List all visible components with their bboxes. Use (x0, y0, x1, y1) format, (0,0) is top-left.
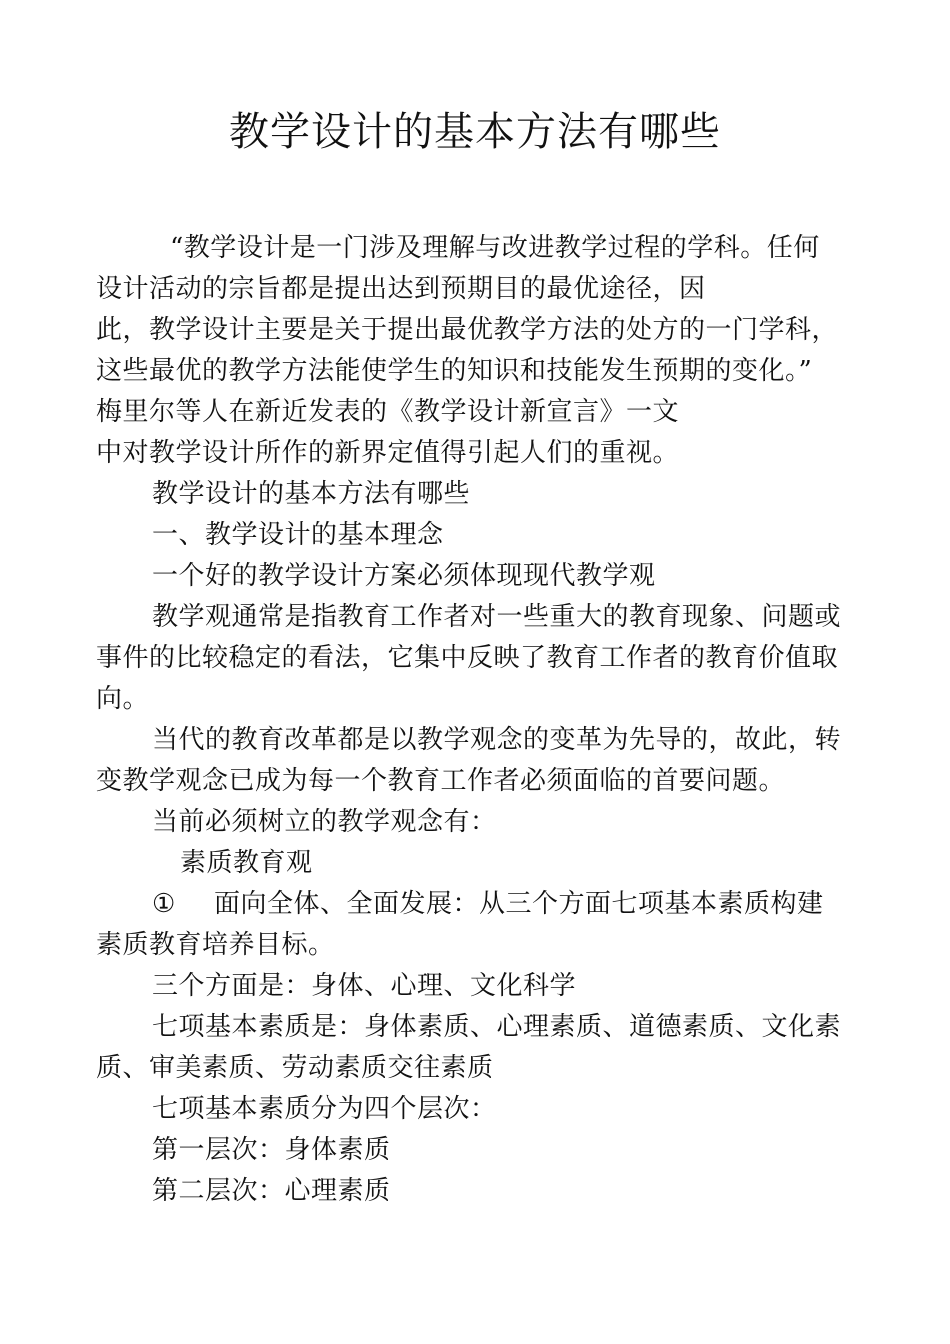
page-title: 教学设计的基本方法有哪些 (229, 109, 721, 155)
text-line: 设计活动的宗旨都是提出达到预期目的最优途径，因 (96, 274, 706, 304)
text-line: 此，教学设计主要是关于提出最优教学方法的处方的一门学科， (96, 315, 839, 345)
body-paragraph (96, 966, 866, 1007)
text-line: 变教学观念已成为每一个教育工作者必须面临的首要问题。 (96, 766, 786, 796)
body-paragraph (96, 556, 866, 597)
text-line: 一个好的教学设计方案必须体现现代教学观 (152, 561, 656, 591)
text-line: 素质教育观 (180, 848, 313, 878)
document-body (96, 228, 866, 1212)
body-paragraph (96, 1130, 866, 1171)
text-line: 中对教学设计所作的新界定值得引起人们的重视。 (96, 438, 680, 468)
text-line: 第一层次：身体素质 (152, 1135, 391, 1165)
text-line: 梅里尔等人在新近发表的《教学设计新宣言》一文 (96, 397, 680, 427)
text-line: 质、审美素质、劳动素质交往素质 (96, 1053, 494, 1083)
section-heading (96, 515, 866, 556)
text-line: 七项基本素质分为四个层次： (152, 1094, 497, 1124)
list-marker: ① (152, 889, 176, 919)
section-heading (96, 474, 866, 515)
subsection-heading (96, 843, 866, 884)
text-line: 一、教学设计的基本理念 (152, 520, 444, 550)
text-line: 教学观通常是指教育工作者对一些重大的教育现象、问题或 (152, 602, 842, 632)
body-paragraph (96, 1089, 866, 1130)
text-line: “教学设计是一门涉及理解与改进教学过程的学科。任何 (170, 233, 820, 263)
text-line: 素质教育培养目标。 (96, 930, 335, 960)
text-line: 三个方面是：身体、心理、文化科学 (152, 971, 577, 1001)
text-line: 七项基本素质是：身体素质、心理素质、道德素质、文化素 (152, 1012, 842, 1042)
body-paragraph (96, 1171, 866, 1212)
numbered-paragraph (96, 884, 866, 966)
text-line: 当代的教育改革都是以教学观念的变革为先导的，故此，转 (152, 725, 842, 755)
text-line: 向。 (96, 684, 150, 714)
body-paragraph (96, 1007, 866, 1089)
intro-quote-paragraph (96, 228, 866, 474)
text-line: 当前必须树立的教学观念有： (152, 807, 497, 837)
text-line: 第二层次：心理素质 (152, 1176, 391, 1206)
list-item-text: 面向全体、全面发展：从三个方面七项基本素质构建 (214, 889, 824, 919)
body-paragraph (96, 597, 866, 720)
text-line: 这些最优的教学方法能使学生的知识和技能发生预期的变化。” (96, 356, 813, 386)
text-line: 事件的比较稳定的看法，它集中反映了教育工作者的教育价值取 (96, 643, 839, 673)
body-paragraph (96, 720, 866, 802)
body-paragraph (96, 802, 866, 843)
text-line (96, 884, 866, 925)
text-line: 教学设计的基本方法有哪些 (152, 479, 471, 509)
